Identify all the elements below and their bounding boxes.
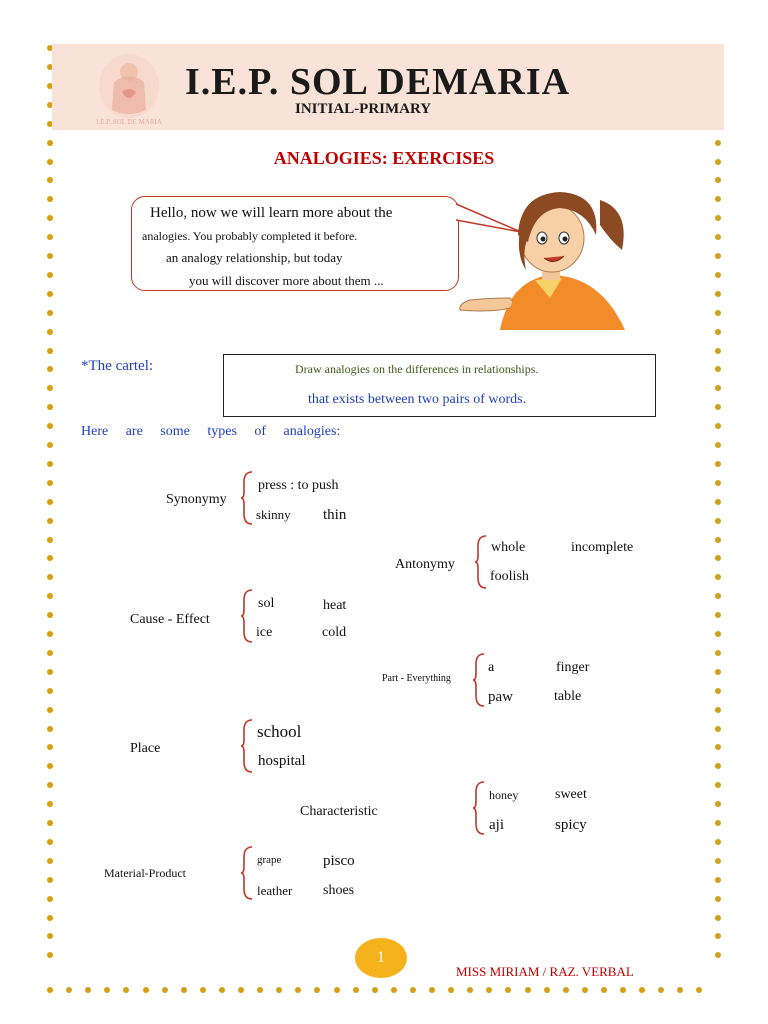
border-dot bbox=[257, 987, 263, 993]
border-dot bbox=[47, 952, 53, 958]
bubble-line-4: you will discover more about them ... bbox=[189, 273, 384, 288]
border-dot bbox=[47, 253, 53, 259]
border-dot bbox=[715, 933, 721, 939]
border-dot bbox=[715, 272, 721, 278]
border-dot bbox=[715, 915, 721, 921]
border-dot bbox=[47, 669, 53, 675]
border-dot bbox=[677, 987, 683, 993]
definition-label: *The cartel: bbox=[81, 358, 154, 374]
border-dot bbox=[715, 177, 721, 183]
virgin-mary-logo bbox=[84, 52, 174, 126]
brace-cause-effect bbox=[240, 588, 254, 644]
bubble-line-1: Hello, now we will learn more about the bbox=[150, 205, 393, 221]
border-dot bbox=[47, 896, 53, 902]
school-level: INITIAL-PRIMARY bbox=[295, 101, 432, 117]
border-dot bbox=[715, 461, 721, 467]
border-dot bbox=[715, 820, 721, 826]
border-dot bbox=[47, 820, 53, 826]
border-dot bbox=[47, 688, 53, 694]
border-dot bbox=[715, 877, 721, 883]
word-characteristic-2: sweet bbox=[555, 787, 587, 802]
border-dot bbox=[47, 177, 53, 183]
border-dot bbox=[715, 593, 721, 599]
border-dot bbox=[47, 310, 53, 316]
word-material-product-4: shoes bbox=[323, 883, 355, 898]
border-dot bbox=[715, 442, 721, 448]
border-dot bbox=[639, 987, 645, 993]
border-dot bbox=[47, 366, 53, 372]
border-dot bbox=[47, 631, 53, 637]
word-part-everything-2: finger bbox=[556, 660, 590, 675]
border-dot bbox=[47, 574, 53, 580]
border-dot bbox=[715, 537, 721, 543]
border-dot bbox=[715, 763, 721, 769]
border-dot bbox=[47, 707, 53, 713]
type-label-cause-effect: Cause - Effect bbox=[130, 612, 210, 627]
border-dot bbox=[47, 726, 53, 732]
border-dot bbox=[715, 782, 721, 788]
border-dot bbox=[715, 234, 721, 240]
border-dot bbox=[47, 348, 53, 354]
brace-place bbox=[240, 718, 254, 774]
border-dot bbox=[715, 291, 721, 297]
word-material-product-1: grape bbox=[257, 854, 282, 866]
border-dot bbox=[696, 987, 702, 993]
border-dot bbox=[410, 987, 416, 993]
page-number-badge: 1 bbox=[355, 938, 407, 978]
border-dot bbox=[143, 987, 149, 993]
border-dot bbox=[715, 839, 721, 845]
border-dot bbox=[162, 987, 168, 993]
brace-synonymy bbox=[240, 470, 254, 526]
border-dot bbox=[715, 896, 721, 902]
border-dot bbox=[47, 555, 53, 561]
border-dot bbox=[334, 987, 340, 993]
border-dot bbox=[47, 593, 53, 599]
page-title: ANALOGIES: EXERCISES bbox=[273, 148, 495, 168]
border-dot bbox=[429, 987, 435, 993]
border-dot bbox=[525, 987, 531, 993]
border-dot bbox=[66, 987, 72, 993]
type-label-antonymy: Antonymy bbox=[395, 557, 455, 572]
border-dot bbox=[47, 480, 53, 486]
border-dot bbox=[715, 480, 721, 486]
brace-characteristic bbox=[472, 780, 486, 836]
border-dot bbox=[47, 839, 53, 845]
word-antonymy-3: foolish bbox=[490, 569, 529, 584]
border-dot bbox=[601, 987, 607, 993]
border-dot bbox=[47, 858, 53, 864]
border-dot bbox=[47, 461, 53, 467]
border-dot bbox=[715, 631, 721, 637]
border-dot bbox=[563, 987, 569, 993]
border-dot bbox=[47, 423, 53, 429]
type-label-place: Place bbox=[130, 741, 161, 756]
word-cause-effect-4: cold bbox=[322, 625, 347, 640]
border-dot bbox=[544, 987, 550, 993]
border-dot bbox=[47, 140, 53, 146]
border-dot bbox=[715, 310, 721, 316]
border-dot bbox=[715, 215, 721, 221]
word-characteristic-3: aji bbox=[489, 817, 504, 833]
border-dot bbox=[47, 272, 53, 278]
border-dot bbox=[47, 763, 53, 769]
border-dot bbox=[715, 196, 721, 202]
border-dot bbox=[486, 987, 492, 993]
border-dot bbox=[47, 987, 53, 993]
border-dot bbox=[47, 234, 53, 240]
border-dot bbox=[47, 612, 53, 618]
word-characteristic-4: spicy bbox=[555, 817, 587, 833]
border-dot bbox=[372, 987, 378, 993]
border-dot bbox=[238, 987, 244, 993]
border-dot bbox=[47, 801, 53, 807]
border-dot bbox=[47, 518, 53, 524]
definition-line-2: that exists between two pairs of words. bbox=[308, 392, 527, 407]
word-synonymy-1: press : to push bbox=[258, 478, 339, 493]
border-dot bbox=[715, 744, 721, 750]
border-dot bbox=[47, 291, 53, 297]
border-dot bbox=[47, 442, 53, 448]
border-dot bbox=[715, 555, 721, 561]
border-dot bbox=[47, 385, 53, 391]
speech-bubble bbox=[131, 196, 459, 291]
border-dot bbox=[715, 385, 721, 391]
bubble-line-2: analogies. You probably completed it before. bbox=[142, 229, 358, 243]
border-dot bbox=[715, 140, 721, 146]
girl-illustration bbox=[450, 180, 635, 340]
word-part-everything-3: paw bbox=[488, 689, 513, 705]
border-dot bbox=[715, 707, 721, 713]
border-dot bbox=[715, 253, 721, 259]
border-dot bbox=[658, 987, 664, 993]
border-dot bbox=[47, 404, 53, 410]
word-characteristic-1: honey bbox=[489, 788, 519, 802]
border-dot bbox=[467, 987, 473, 993]
border-dot bbox=[47, 215, 53, 221]
border-dot bbox=[276, 987, 282, 993]
border-dot bbox=[47, 537, 53, 543]
border-dot bbox=[715, 858, 721, 864]
border-dot bbox=[47, 744, 53, 750]
border-dot bbox=[715, 518, 721, 524]
border-dot bbox=[715, 574, 721, 580]
border-dot bbox=[620, 987, 626, 993]
border-dot bbox=[715, 688, 721, 694]
border-dot bbox=[181, 987, 187, 993]
school-name: I.E.P. SOL DEMARIA bbox=[185, 61, 571, 103]
brace-antonymy bbox=[474, 534, 488, 590]
border-dot bbox=[448, 987, 454, 993]
type-label-part-everything: Part - Everything bbox=[382, 673, 451, 684]
word-antonymy-2: incomplete bbox=[571, 540, 634, 555]
type-label-material-product: Material-Product bbox=[104, 866, 186, 880]
border-dot bbox=[715, 423, 721, 429]
border-dot bbox=[715, 329, 721, 335]
border-dot bbox=[47, 329, 53, 335]
border-dot bbox=[295, 987, 301, 993]
word-cause-effect-1: sol bbox=[258, 596, 275, 611]
border-dot bbox=[47, 650, 53, 656]
border-dot bbox=[715, 404, 721, 410]
border-dot bbox=[47, 915, 53, 921]
word-cause-effect-3: ice bbox=[256, 625, 273, 640]
word-synonymy-4: thin bbox=[323, 507, 347, 523]
border-dot bbox=[715, 348, 721, 354]
word-material-product-3: leather bbox=[257, 883, 293, 898]
border-dot bbox=[715, 366, 721, 372]
word-material-product-2: pisco bbox=[323, 853, 355, 869]
word-part-everything-4: table bbox=[554, 689, 582, 704]
border-dot bbox=[47, 877, 53, 883]
definition-line-1: Draw analogies on the differences in relationships. bbox=[295, 362, 539, 376]
border-dot bbox=[85, 987, 91, 993]
border-dot bbox=[715, 669, 721, 675]
border-dot bbox=[715, 801, 721, 807]
type-label-characteristic: Characteristic bbox=[300, 804, 378, 819]
word-part-everything-1: a bbox=[488, 660, 495, 675]
border-dot bbox=[715, 726, 721, 732]
definition-box bbox=[223, 354, 656, 417]
footer-author: MISS MIRIAM / RAZ. VERBAL bbox=[456, 964, 634, 979]
border-dot bbox=[353, 987, 359, 993]
border-dot bbox=[582, 987, 588, 993]
border-dot bbox=[219, 987, 225, 993]
border-dot bbox=[715, 612, 721, 618]
word-antonymy-1: whole bbox=[491, 540, 526, 555]
border-dot bbox=[47, 933, 53, 939]
word-place-3: hospital bbox=[258, 753, 306, 769]
border-dot bbox=[123, 987, 129, 993]
type-label-synonymy: Synonymy bbox=[166, 492, 227, 507]
border-dot bbox=[47, 499, 53, 505]
word-cause-effect-2: heat bbox=[323, 598, 347, 613]
brace-part-everything bbox=[472, 652, 486, 708]
border-dot bbox=[47, 782, 53, 788]
svg-text:I.E.P. SOL DE MARIA: I.E.P. SOL DE MARIA bbox=[96, 118, 162, 126]
word-synonymy-3: skinny bbox=[256, 507, 291, 522]
border-dot bbox=[715, 952, 721, 958]
word-place-1: school bbox=[257, 722, 302, 741]
border-dot bbox=[47, 196, 53, 202]
border-dot bbox=[391, 987, 397, 993]
border-dot bbox=[314, 987, 320, 993]
border-dot bbox=[715, 650, 721, 656]
border-dot bbox=[104, 987, 110, 993]
brace-material-product bbox=[240, 845, 254, 901]
border-dot bbox=[505, 987, 511, 993]
types-intro: Here are some types of analogies: bbox=[81, 424, 341, 439]
bubble-line-3: an analogy relationship, but today bbox=[166, 250, 343, 265]
border-dot bbox=[715, 499, 721, 505]
border-dot bbox=[200, 987, 206, 993]
